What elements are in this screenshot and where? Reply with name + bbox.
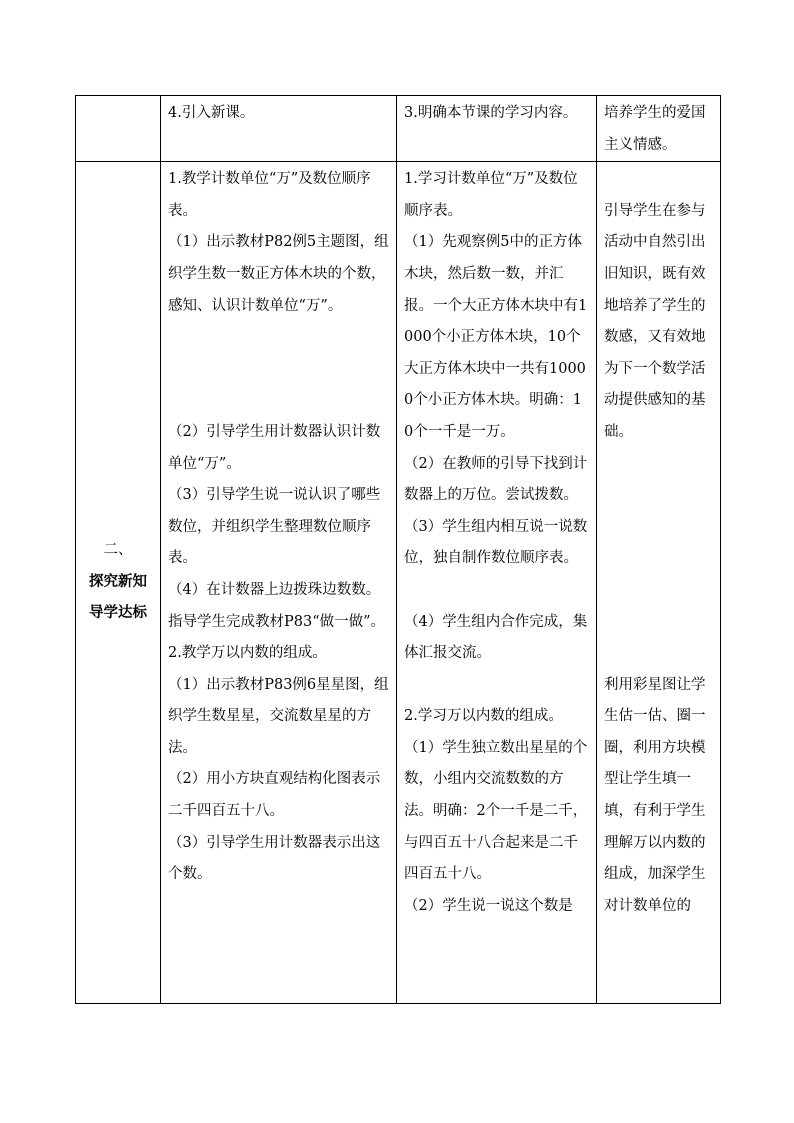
teacher-step: （4）在计数器上边拨珠边数数。指导学生完成教材P83“做一做”。	[168, 581, 386, 630]
spacer	[168, 322, 390, 354]
teacher-step: （2）引导学生用计数器认识计数单位“万”。	[168, 423, 381, 472]
purpose-text: 培养学生的爱国主义情感。	[604, 105, 706, 153]
teacher-step: 1.教学计数单位“万”及数位顺序表。	[168, 171, 371, 219]
spacer	[604, 480, 714, 512]
spacer	[604, 164, 714, 196]
spacer	[604, 607, 714, 639]
teacher-step: （1）出示教材P82例5主题图，组织学生数一数正方体木块的个数，感知、认识计数单位“万”。	[168, 234, 389, 314]
student-step: 2.学习万以内数的组成。	[404, 708, 563, 725]
spacer	[168, 354, 390, 386]
spacer	[604, 638, 714, 670]
lesson-plan-table	[75, 95, 721, 1004]
student-step: （2）在教师的引导下找到计数器上的万位。尝试拨数。	[404, 455, 588, 504]
spacer	[604, 512, 714, 544]
stage-cell	[76, 162, 161, 1004]
stage-name-line2: 导学达标	[89, 605, 147, 622]
stage-name-line1: 探究新知	[89, 573, 147, 590]
spacer	[168, 385, 390, 417]
table-row	[76, 96, 721, 162]
spacer	[604, 575, 714, 607]
teacher-step: （3）引导学生用计数器表示出这个数。	[168, 834, 381, 883]
teacher-step: （3）引导学生说一说认识了哪些数位，并组织学生整理数位顺序表。	[168, 487, 381, 567]
student-step: （3）学生组内相互说一说数位，独自制作数位顺序表。	[404, 518, 588, 567]
purpose-text: 利用彩星图让学生估一估、圈一圈，利用方块模型让学生填一填，有利于学生理解万以内数的组成，加深学生对计数单位的	[604, 676, 706, 914]
student-activity-cell	[397, 96, 597, 162]
design-purpose-cell	[597, 162, 721, 1004]
student-step: 3.明确本节课的学习内容。	[404, 105, 578, 121]
teacher-step: 2.教学万以内数的组成。	[168, 645, 327, 662]
teacher-step: （2）用小方块直观结构化图表示二千四百五十八。	[168, 771, 381, 820]
spacer	[404, 575, 590, 607]
stage-cell-empty	[76, 96, 161, 162]
student-step: 1.学习计数单位“万”及数位顺序表。	[404, 171, 578, 219]
spacer	[604, 543, 714, 575]
student-activity-cell	[397, 162, 597, 1004]
stage-number: 二、	[103, 542, 133, 559]
teacher-activity-cell	[161, 96, 397, 162]
student-step: （1）学生独立数出星星的个数，小组内交流数数的方法。明确：2个一千是二千，与四百五十八合起来是二千四百五十八。	[404, 739, 588, 883]
teacher-step: 4.引入新课。	[168, 105, 255, 121]
design-purpose-cell	[597, 96, 721, 162]
student-step: （4）学生组内合作完成，集体汇报交流。	[404, 613, 588, 662]
spacer	[404, 670, 590, 702]
student-step: （2）学生说一说这个数是	[404, 897, 573, 914]
purpose-text: 引导学生在参与活动中自然引出旧知识，既有效地培养了学生的数感，又有效地为下一个数学活动提供感知的基础。	[604, 202, 706, 440]
table-row	[76, 162, 721, 1004]
student-step: （1）先观察例5中的正方体木块，然后数一数，并汇报。一个大正方体木块中有1000个小正方体木块，10个大正方体木块中一共有10000个小正方体木块。明确：10个一千是一万。	[404, 234, 588, 440]
spacer	[604, 449, 714, 481]
teacher-step: （1）出示教材P83例6星星图，组织学生数星星，交流数星星的方法。	[168, 676, 389, 756]
teacher-activity-cell	[161, 162, 397, 1004]
